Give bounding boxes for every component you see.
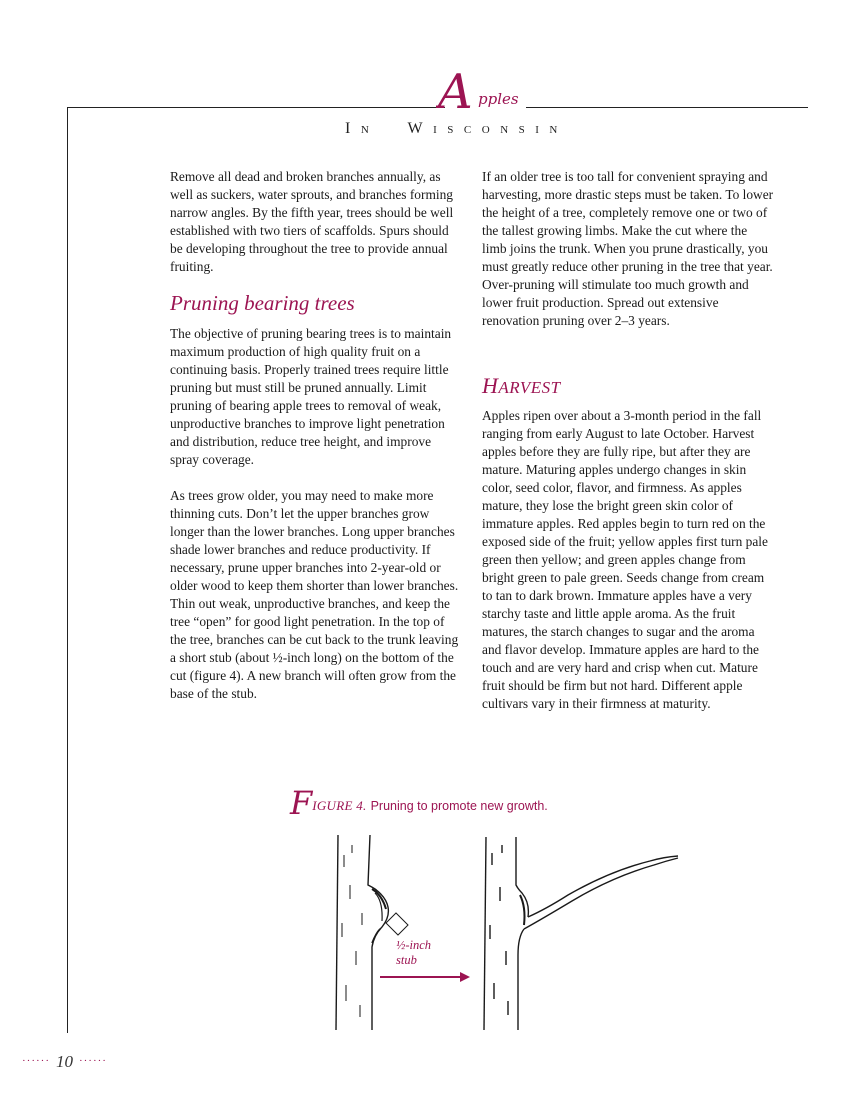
folio-dots-right: ······ [78,1055,107,1067]
pruning-paragraph-2: As trees grow older, you may need to make more thinning cuts. Don’t let the upper branches grow longer than the lower branches. Long upper branches shade lower branches and reduce productivity. If necessary, prune upper branches into 2-year-old or older wood to keep them shorter than lower branches. Thin out weak, unproductive branches, and keep the tree “open” for good light penetration. In the top of the tree, branches can be cut back to the trunk leaving a short stub (about ½-inch long) on the bottom of the cut (figure 4). A new branch will often grow from the base of the stub. [170,488,459,701]
arrow-icon [380,972,470,982]
right-column-body [482,407,774,713]
apples-logo [436,64,532,118]
trunk-with-stub [336,835,388,1030]
header-rule-right [526,107,808,108]
page-folio [22,1052,107,1072]
harvest-heading-text: HARVEST [482,373,561,398]
stub-label-line2: stub [396,953,417,967]
page-number: 10 [55,1052,73,1071]
figure-caption [290,784,548,822]
left-intro-paragraph: Remove all dead and broken branches annually, as well as suckers, water sprouts, and branches forming narrow angles. By the fifth year, trees should be well established with two tiers of scaffolds. Spurs should be developing throughout the tree to provide annual fruiting. [170,169,454,274]
header-title: IN WISCONSIN [345,120,568,137]
harvest-paragraph-1: Apples ripen over about a 3-month period in the fall ranging from early August to late October. Harvest apples before they are fully ripe, but after they are mature. Maturing apples undergo changes in skin color, seed color, flavor, and firmness. As apples mature, they lose the bright green skin color of immature apples. Red apples begin to turn red on the exposed side of the fruit; yellow apples first turn pale green then yellow; and green apples change from bright green to pale green. Seeds change from cream to tan to dark brown. Immature apples have a very starchy taste and little apple aroma. As the fruit matures, the starch changes to sugar and the aroma and flavor develop. Immature apples are hard to the touch and are very hard and crisp when cut. Mature fruit should be firm but not hard. Different apple cultivars vary in their firmness at maturity. [482,408,768,711]
left-column [170,168,462,276]
stub-label-line1: ½-inch [396,938,432,952]
figure-caption-text: Pruning to promote new growth. [370,799,548,813]
figure-initial: F [290,784,313,822]
left-margin-rule [67,107,68,1033]
right-column [482,168,774,330]
stub-callout [386,913,408,935]
figure-label: IGURE 4. [312,798,367,813]
left-column-body [170,325,462,703]
header-rule-left [67,107,445,108]
stub-label [396,938,431,968]
pruning-paragraph-1: The objective of pruning bearing trees is to maintain maximum production of high quality fruit on a continuing basis. Properly trained trees require little pruning but must still be pruned annually. Limit pruning of bearing apple trees to removal of weak, unproductive branches to improve light penetration and distribution, reduce tree height, and improve spray coverage. [170,326,452,467]
section-heading-harvest [482,373,561,399]
trunk-with-new-branch [484,837,678,1030]
folio-dots-left: ······ [22,1055,50,1067]
pruning-illustration [320,825,690,1035]
apples-logo-initial: A [438,64,473,118]
right-intro-paragraph: If an older tree is too tall for convenient spraying and harvesting, more drastic steps must be taken. To lower the height of a tree, completely remove one or two of the tallest growing limbs. Make the cut where the limb joins the trunk. When you prune drastically, you must greatly reduce other pruning in the tree that year. Over-pruning will stimulate too much growth and lower fruit production. Spread out extensive renovation pruning over 2–3 years. [482,169,774,328]
apples-logo-rest: pples [478,90,519,108]
section-heading-pruning: Pruning bearing trees [170,291,355,315]
